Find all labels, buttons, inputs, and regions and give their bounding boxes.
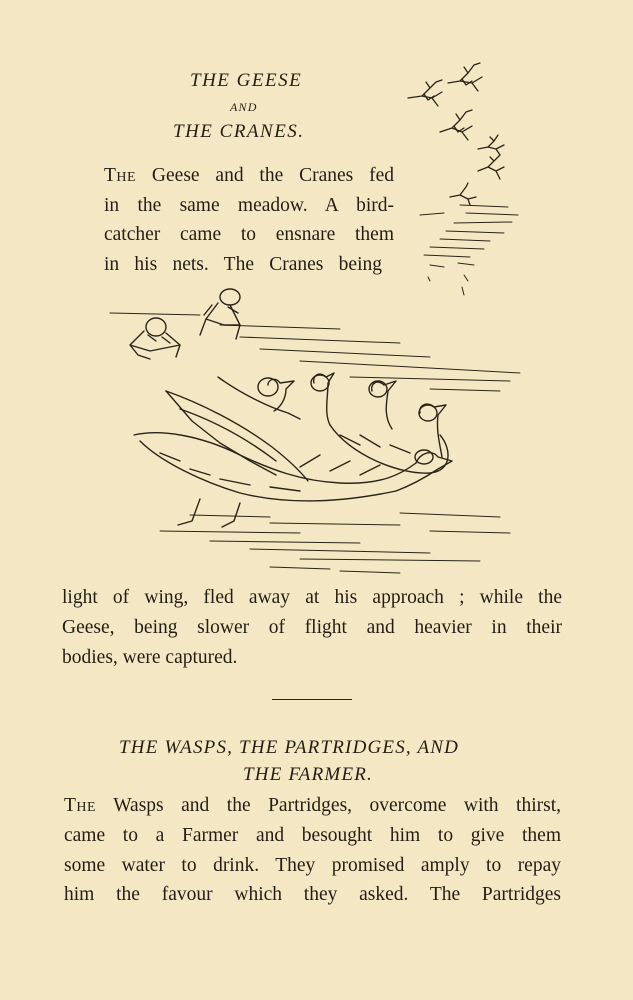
crane-3 <box>440 110 472 140</box>
fable2-line-1 <box>64 796 561 816</box>
fable2-line-4: him the favour which they asked. The Partridges <box>64 884 561 905</box>
crane-4 <box>478 135 504 155</box>
fable2-line-1-rest: Wasps and the Partridges, overcome with thirst, <box>96 795 561 816</box>
goose-group-back <box>218 373 448 473</box>
flying-cranes-illustration <box>400 55 530 305</box>
fable2-line-3: some water to drink. They promised amply to repay <box>64 855 561 876</box>
ground-hatching <box>160 513 510 573</box>
crane-1 <box>408 80 442 106</box>
horizon-hatching <box>110 313 520 391</box>
fable1-lead-word: The <box>104 165 137 186</box>
fable2-line-2: came to a Farmer and besought him to give them <box>64 825 561 846</box>
fable2-title-line1: THE WASPS, THE PARTRIDGES, AND <box>119 737 460 758</box>
fable1-line-2: in the same meadow. A bird- <box>104 195 394 216</box>
sky-hatching <box>420 205 518 295</box>
fable1-line-4: in his nets. The Cranes being <box>104 254 382 275</box>
fable1-title-line3: THE CRANES. <box>173 121 305 142</box>
fable1-continuation-line-1: light of wing, fled away at his approach ; while the <box>62 587 562 608</box>
fable1-line-3: catcher came to ensnare them <box>104 224 394 245</box>
fable1-line-1 <box>104 166 394 186</box>
fable1-title-line2: AND <box>230 100 258 114</box>
bird-catcher-figures <box>130 289 240 359</box>
crane-2 <box>448 63 482 91</box>
fable2-title-line2: THE FARMER. <box>243 764 374 785</box>
crane-6 <box>450 183 476 205</box>
fable1-continuation-line-2: Geese, being slower of flight and heavier in their <box>62 617 562 638</box>
goose-foreground <box>134 391 452 527</box>
geese-caught-by-birdcatcher-illustration <box>100 285 530 580</box>
crane-5 <box>478 155 504 179</box>
section-divider <box>272 699 352 700</box>
fable1-continuation-line-3: bodies, were captured. <box>62 647 238 668</box>
fable1-title-line1: THE GEESE <box>190 70 303 91</box>
fable1-line-1-rest: Geese and the Cranes fed <box>136 165 394 186</box>
fable2-lead-word: The <box>64 795 97 816</box>
